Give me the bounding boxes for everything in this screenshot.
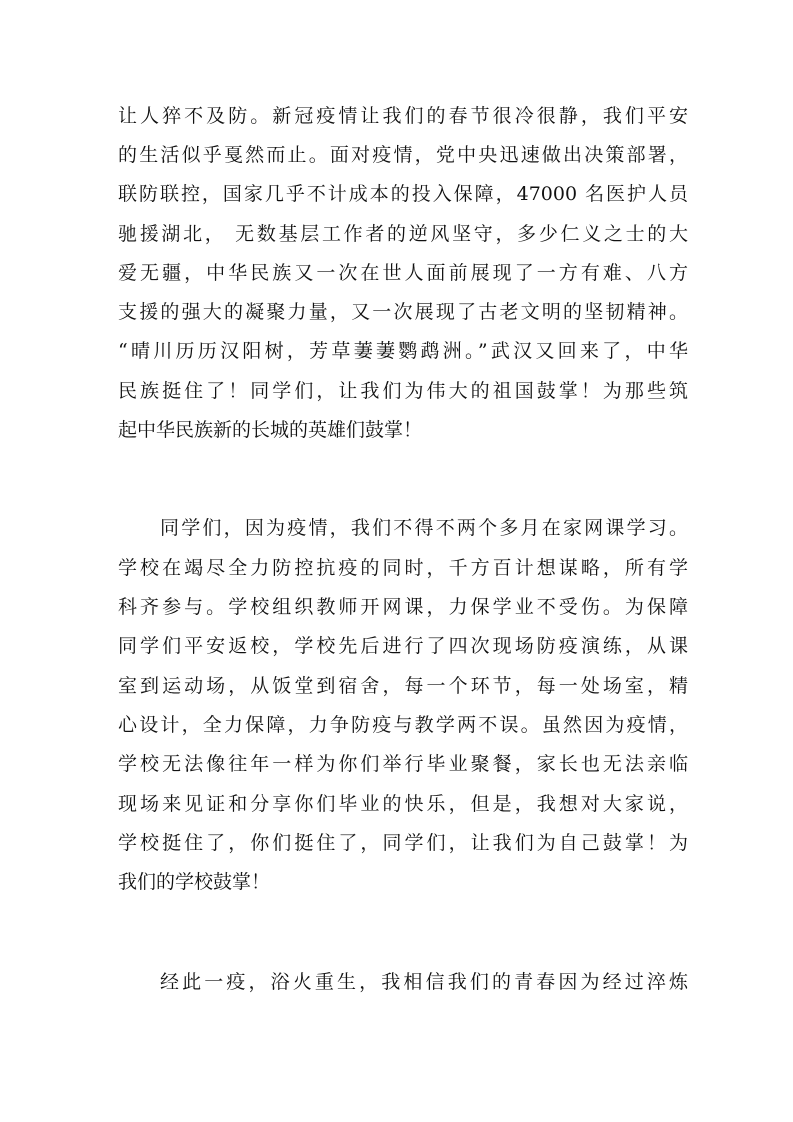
paragraph-1-line-6: 支援的强大的凝聚力量，又一次展现了古老文明的坚韧精神。: [118, 301, 688, 323]
paragraph-2-line-6: 心设计，全力保障，力争防疫与教学两不误。虽然因为疫情，: [118, 714, 688, 736]
paragraph-2-line-5: 室到运动场，从饭堂到宿舍，每一个环节，每一处场室，精: [118, 675, 688, 697]
paragraph-1-line-8: 民族挺住了！同学们，让我们为伟大的祖国鼓掌！为那些筑: [118, 380, 688, 402]
paragraph-2-line-1: 同学们，因为疫情，我们不得不两个多月在家网课学习。: [160, 517, 688, 539]
paragraph-2-line-2: 学校在竭尽全力防控抗疫的同时，千方百计想谋略，所有学: [118, 557, 688, 579]
paragraph-1-line-9: 起中华民族新的长城的英雄们鼓掌！: [118, 419, 423, 441]
paragraph-1-line-5: 爱无疆，中华民族又一次在世人面前展现了一方有难、八方: [118, 262, 688, 284]
paragraph-2-line-10: 我们的学校鼓掌！: [118, 871, 271, 893]
paragraph-1-line-7: “晴川历历汉阳树，芳草萋萋鹦鹉洲。”武汉又回来了，中华: [118, 340, 688, 362]
paragraph-1-line-3: 联防联控，国家几乎不计成本的投入保障，47000 名医护人员: [118, 183, 688, 205]
paragraph-2-line-9: 学校挺住了，你们挺住了，同学们，让我们为自己鼓掌！为: [118, 832, 688, 854]
paragraph-2-line-7: 学校无法像往年一样为你们举行毕业聚餐，家长也无法亲临: [118, 753, 688, 775]
paragraph-1-line-2: 的生活似乎戛然而止。面对疫情，党中央迅速做出决策部署，: [118, 144, 688, 166]
paragraph-2-line-8: 现场来见证和分享你们毕业的快乐，但是，我想对大家说，: [118, 793, 688, 815]
paragraph-1-line-1: 让人猝不及防。新冠疫情让我们的春节很冷很静，我们平安: [118, 105, 688, 127]
paragraph-2-line-4: 同学们平安返校，学校先后进行了四次现场防疫演练，从课: [118, 635, 688, 657]
paragraph-1-line-4: 驰援湖北， 无数基层工作者的逆风坚守，多少仁义之士的大: [118, 223, 688, 245]
paragraph-2-line-3: 科齐参与。学校组织教师开网课，力保学业不受伤。为保障: [118, 596, 688, 618]
paragraph-3-line-1: 经此一疫，浴火重生，我相信我们的青春因为经过淬炼: [160, 971, 688, 993]
